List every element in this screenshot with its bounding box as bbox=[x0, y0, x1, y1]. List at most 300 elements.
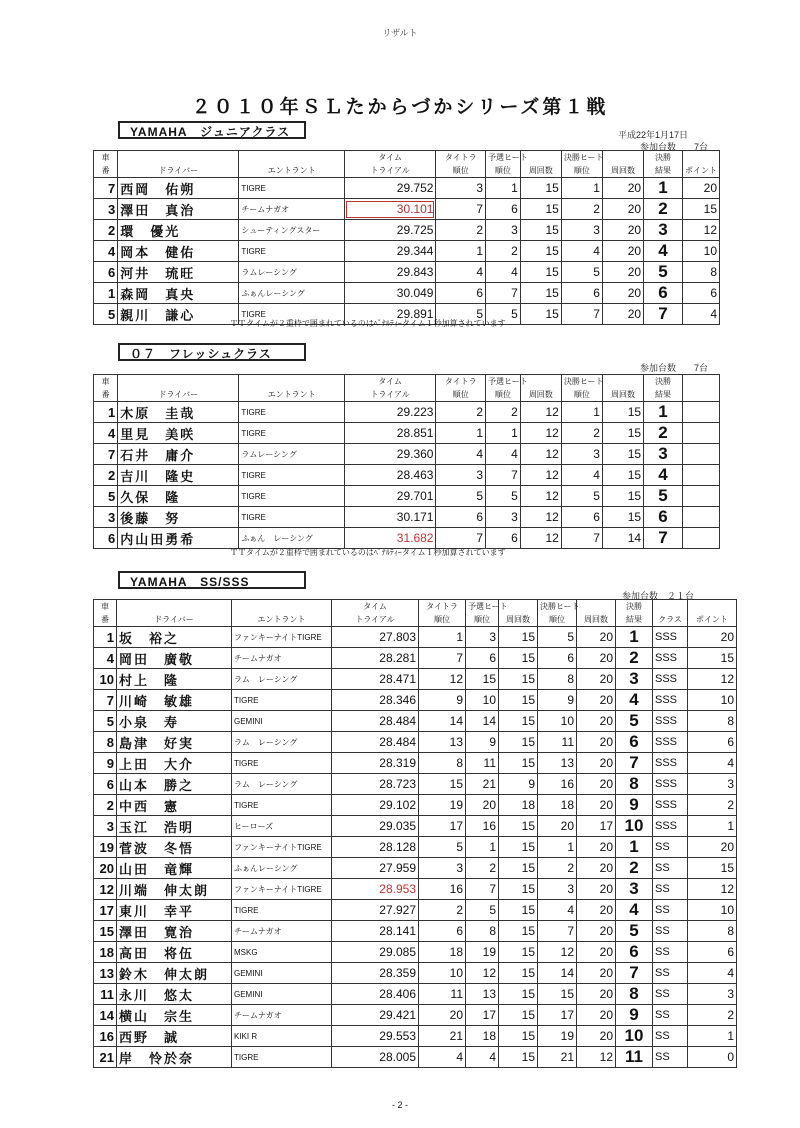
final-rank: 4 bbox=[538, 900, 577, 921]
trial-rank: 9 bbox=[419, 690, 466, 711]
driver-name: 上田 大介 bbox=[117, 753, 232, 774]
final-rank: 5 bbox=[561, 262, 602, 283]
heat-rank: 7 bbox=[486, 465, 521, 486]
points: 10 bbox=[688, 690, 737, 711]
heat-rank: 7 bbox=[486, 283, 521, 304]
driver-name: 島津 好実 bbox=[117, 732, 232, 753]
entrant-name: ふぁん レーシング bbox=[239, 528, 344, 549]
final-laps: 20 bbox=[577, 732, 616, 753]
entrant-name: ファンキーナイトTIGRE bbox=[232, 837, 332, 858]
trial-time: 28.484 bbox=[332, 732, 419, 753]
points: 3 bbox=[688, 774, 737, 795]
event-date: 平成22年1月17日 bbox=[618, 130, 689, 140]
final-rank: 19 bbox=[538, 1026, 577, 1047]
page-number: - 2 - bbox=[391, 1100, 408, 1110]
final-result: 5 bbox=[644, 262, 683, 283]
header-cell bbox=[683, 388, 720, 402]
header-cell: ドライバー bbox=[118, 388, 239, 402]
header-cell: 決勝ヒート bbox=[538, 600, 577, 614]
class-name: SSS bbox=[653, 669, 688, 690]
entrant-name: TIGRE bbox=[239, 507, 344, 528]
header-cell: 結果 bbox=[616, 613, 653, 627]
header-cell: 周回数 bbox=[520, 388, 561, 402]
header-cell: 順位 bbox=[466, 613, 499, 627]
final-laps: 15 bbox=[602, 507, 643, 528]
driver-name: 吉川 隆史 bbox=[118, 465, 239, 486]
header-cell: 順位 bbox=[561, 164, 602, 178]
final-laps: 15 bbox=[602, 423, 643, 444]
trial-rank: 13 bbox=[419, 732, 466, 753]
heat-laps: 12 bbox=[520, 423, 561, 444]
driver-name: 親川 謙心 bbox=[118, 304, 239, 325]
final-rank: 16 bbox=[538, 774, 577, 795]
header-cell: エントラント bbox=[239, 164, 344, 178]
header-cell: 車 bbox=[94, 600, 117, 614]
table-row bbox=[94, 837, 737, 858]
final-rank: 21 bbox=[538, 1047, 577, 1068]
driver-name: 鈴木 伸太朗 bbox=[117, 963, 232, 984]
car-number: 9 bbox=[94, 753, 117, 774]
entrant-name: ファンキーナイトTIGRE bbox=[232, 879, 332, 900]
final-laps: 20 bbox=[577, 1026, 616, 1047]
entrant-name: TIGRE bbox=[232, 1047, 332, 1068]
final-rank: 1 bbox=[561, 178, 602, 199]
car-number: 2 bbox=[94, 220, 118, 241]
header-cell: 順位 bbox=[486, 388, 521, 402]
final-laps: 20 bbox=[577, 858, 616, 879]
heat-laps: 15 bbox=[499, 711, 538, 732]
heat-laps: 15 bbox=[499, 1005, 538, 1026]
heat-rank: 10 bbox=[466, 690, 499, 711]
entrant-name: KIKI R bbox=[232, 1026, 332, 1047]
points: 3 bbox=[688, 984, 737, 1005]
header-cell: 決勝ヒート bbox=[561, 151, 602, 165]
final-rank: 11 bbox=[538, 732, 577, 753]
trial-time: 28.471 bbox=[332, 669, 419, 690]
final-result: 1 bbox=[616, 627, 653, 648]
heat-laps: 9 bbox=[499, 774, 538, 795]
header-cell: ドライバー bbox=[117, 613, 232, 627]
final-rank: 8 bbox=[538, 669, 577, 690]
entrant-name: ラム レーシング bbox=[232, 669, 332, 690]
car-number: 12 bbox=[94, 879, 117, 900]
header-cell: 周回数 bbox=[577, 613, 616, 627]
heat-rank: 19 bbox=[466, 942, 499, 963]
header-cell: ドライバー bbox=[118, 164, 239, 178]
heat-laps: 15 bbox=[520, 262, 561, 283]
entrant-name: ラム レーシング bbox=[232, 774, 332, 795]
driver-name: 菅波 冬悟 bbox=[117, 837, 232, 858]
heat-rank: 11 bbox=[466, 753, 499, 774]
trial-time: 29.891 bbox=[344, 304, 436, 325]
driver-name: 小泉 寿 bbox=[117, 711, 232, 732]
driver-name: 西岡 佑朔 bbox=[118, 178, 239, 199]
table-row bbox=[94, 241, 720, 262]
points: 10 bbox=[688, 900, 737, 921]
final-laps: 20 bbox=[602, 199, 643, 220]
car-number: 2 bbox=[94, 795, 117, 816]
heat-laps: 12 bbox=[520, 402, 561, 423]
heat-laps: 15 bbox=[520, 178, 561, 199]
class-name: SS bbox=[653, 1005, 688, 1026]
heat-rank: 6 bbox=[486, 528, 521, 549]
class-name: SS bbox=[653, 942, 688, 963]
entrant-name: ふぁんレーシング bbox=[232, 858, 332, 879]
class-name: SS bbox=[653, 858, 688, 879]
header-cell: 車 bbox=[94, 375, 118, 389]
trial-rank: 16 bbox=[419, 879, 466, 900]
driver-name: 内山田勇希 bbox=[118, 528, 239, 549]
trial-time: 28.484 bbox=[332, 711, 419, 732]
car-number: 14 bbox=[94, 1005, 117, 1026]
final-laps: 20 bbox=[577, 690, 616, 711]
points: 2 bbox=[688, 1005, 737, 1026]
table-row bbox=[94, 178, 720, 199]
driver-name: 澤田 寛治 bbox=[117, 921, 232, 942]
final-rank: 5 bbox=[561, 486, 602, 507]
driver-name: 木原 圭哉 bbox=[118, 402, 239, 423]
header-cell: タイム bbox=[344, 375, 436, 389]
final-rank: 6 bbox=[561, 507, 602, 528]
header-cell bbox=[117, 600, 232, 614]
final-laps: 20 bbox=[602, 304, 643, 325]
heat-rank: 16 bbox=[466, 816, 499, 837]
entrant-name: TIGRE bbox=[239, 486, 344, 507]
trial-rank: 4 bbox=[419, 1047, 466, 1068]
driver-name: 後藤 努 bbox=[118, 507, 239, 528]
table-row bbox=[94, 423, 720, 444]
header-cell bbox=[577, 600, 616, 614]
entry-count-fresh: 参加台数 7台 bbox=[640, 363, 709, 373]
entrant-name: GEMINI bbox=[232, 963, 332, 984]
entrant-name: TIGRE bbox=[239, 178, 344, 199]
trial-rank: 6 bbox=[419, 921, 466, 942]
car-number: 15 bbox=[94, 921, 117, 942]
trial-rank: 4 bbox=[436, 262, 486, 283]
driver-name: 岡田 廣敬 bbox=[117, 648, 232, 669]
trial-time: 31.682 bbox=[344, 528, 436, 549]
final-result: 4 bbox=[616, 900, 653, 921]
final-result: 3 bbox=[644, 220, 683, 241]
heat-laps: 15 bbox=[499, 900, 538, 921]
header-cell: トライアル bbox=[332, 613, 419, 627]
class-name: SS bbox=[653, 963, 688, 984]
driver-name: 里見 美咲 bbox=[118, 423, 239, 444]
final-result: 4 bbox=[644, 465, 683, 486]
driver-name: 高田 将伍 bbox=[117, 942, 232, 963]
driver-name: 岡本 健佑 bbox=[118, 241, 239, 262]
heat-laps: 15 bbox=[499, 627, 538, 648]
table-row bbox=[94, 690, 737, 711]
table-row bbox=[94, 963, 737, 984]
heat-laps: 15 bbox=[499, 732, 538, 753]
entrant-name: ラム レーシング bbox=[232, 732, 332, 753]
final-rank: 7 bbox=[561, 528, 602, 549]
trial-time: 28.005 bbox=[332, 1047, 419, 1068]
trial-time: 28.281 bbox=[332, 648, 419, 669]
header-cell bbox=[683, 151, 720, 165]
heat-laps: 12 bbox=[520, 465, 561, 486]
final-result: 1 bbox=[644, 402, 683, 423]
final-rank: 3 bbox=[538, 879, 577, 900]
entrant-name: TIGRE bbox=[239, 402, 344, 423]
heat-laps: 15 bbox=[499, 921, 538, 942]
points: 20 bbox=[683, 178, 720, 199]
heat-laps: 15 bbox=[499, 1047, 538, 1068]
final-laps: 20 bbox=[577, 837, 616, 858]
trial-rank: 5 bbox=[436, 486, 486, 507]
final-result: 2 bbox=[616, 858, 653, 879]
points: 20 bbox=[688, 837, 737, 858]
trial-time: 28.851 bbox=[344, 423, 436, 444]
trial-time: 27.803 bbox=[332, 627, 419, 648]
heat-laps: 15 bbox=[499, 879, 538, 900]
final-rank: 1 bbox=[538, 837, 577, 858]
points: 4 bbox=[688, 753, 737, 774]
final-result: 6 bbox=[644, 283, 683, 304]
driver-name: 玉江 浩明 bbox=[117, 816, 232, 837]
car-number: 6 bbox=[94, 774, 117, 795]
final-result: 5 bbox=[616, 711, 653, 732]
heat-rank: 4 bbox=[486, 444, 521, 465]
header-cell bbox=[602, 375, 643, 389]
driver-name: 永川 悠太 bbox=[117, 984, 232, 1005]
heat-laps: 12 bbox=[520, 444, 561, 465]
final-rank: 15 bbox=[538, 984, 577, 1005]
car-number: 4 bbox=[94, 241, 118, 262]
points: 10 bbox=[683, 241, 720, 262]
class-name: SSS bbox=[653, 795, 688, 816]
entrant-name: チームナガオ bbox=[232, 1005, 332, 1026]
header-cell: 結果 bbox=[644, 388, 683, 402]
entrant-name: GEMINI bbox=[232, 711, 332, 732]
final-result: 8 bbox=[616, 984, 653, 1005]
heat-rank: 21 bbox=[466, 774, 499, 795]
trial-time: 29.035 bbox=[332, 816, 419, 837]
entry-count-ss: 参加台数 ２１台 bbox=[622, 591, 695, 601]
table-row bbox=[94, 402, 720, 423]
trial-rank: 15 bbox=[419, 774, 466, 795]
entrant-name: TIGRE bbox=[232, 795, 332, 816]
heat-laps: 15 bbox=[499, 963, 538, 984]
table-row bbox=[94, 283, 720, 304]
driver-name: 川崎 敏雄 bbox=[117, 690, 232, 711]
final-rank: 2 bbox=[561, 199, 602, 220]
final-rank: 4 bbox=[561, 465, 602, 486]
driver-name: 山田 竜輝 bbox=[117, 858, 232, 879]
final-laps: 20 bbox=[577, 879, 616, 900]
entrant-name: ファンキーナイトTIGRE bbox=[232, 627, 332, 648]
trial-time: 28.128 bbox=[332, 837, 419, 858]
table-row bbox=[94, 669, 737, 690]
trial-time: 28.406 bbox=[332, 984, 419, 1005]
table-row bbox=[94, 858, 737, 879]
points: 1 bbox=[688, 816, 737, 837]
final-laps: 20 bbox=[577, 921, 616, 942]
final-rank: 3 bbox=[561, 220, 602, 241]
header-cell bbox=[239, 375, 344, 389]
penalty-note-fresh: ＴＴタイムが２重枠で囲まれているのはﾍﾟﾅﾙﾃｨｰタイム１秒加算されています bbox=[230, 548, 506, 557]
final-result: 5 bbox=[644, 486, 683, 507]
header-cell: タイトラ bbox=[436, 375, 486, 389]
final-result: 11 bbox=[616, 1047, 653, 1068]
final-result: 6 bbox=[616, 942, 653, 963]
class-name: SS bbox=[653, 984, 688, 1005]
header-cell: 予選ヒート bbox=[466, 600, 499, 614]
header-cell: ポイント bbox=[688, 613, 737, 627]
car-number: 13 bbox=[94, 963, 117, 984]
header-cell bbox=[239, 151, 344, 165]
class-name: SSS bbox=[653, 648, 688, 669]
entrant-name: TIGRE bbox=[232, 690, 332, 711]
trial-time: 29.085 bbox=[332, 942, 419, 963]
final-result: 4 bbox=[616, 690, 653, 711]
final-laps: 20 bbox=[577, 711, 616, 732]
final-laps: 20 bbox=[577, 1005, 616, 1026]
final-laps: 12 bbox=[577, 1047, 616, 1068]
trial-rank: 7 bbox=[436, 199, 486, 220]
driver-name: 川端 伸太朗 bbox=[117, 879, 232, 900]
header-cell bbox=[653, 600, 688, 614]
trial-time: 30.171 bbox=[344, 507, 436, 528]
class-name: SSS bbox=[653, 627, 688, 648]
table-row bbox=[94, 1005, 737, 1026]
table-row bbox=[94, 528, 720, 549]
car-number: 11 bbox=[94, 984, 117, 1005]
class-name: SS bbox=[653, 837, 688, 858]
driver-name: 坂 裕之 bbox=[117, 627, 232, 648]
entrant-name: TIGRE bbox=[239, 423, 344, 444]
final-result: 3 bbox=[616, 669, 653, 690]
heat-laps: 15 bbox=[499, 648, 538, 669]
heat-laps: 15 bbox=[520, 199, 561, 220]
heat-laps: 15 bbox=[520, 304, 561, 325]
section-label-ss: YAMAHA SS/SSS bbox=[118, 571, 306, 589]
final-result: 7 bbox=[616, 753, 653, 774]
driver-name: 村上 隆 bbox=[117, 669, 232, 690]
table-row bbox=[94, 627, 737, 648]
final-result: 6 bbox=[616, 732, 653, 753]
final-result: 1 bbox=[644, 178, 683, 199]
car-number: 2 bbox=[94, 465, 118, 486]
points: 4 bbox=[683, 304, 720, 325]
trial-rank: 2 bbox=[419, 900, 466, 921]
heat-rank: 17 bbox=[466, 1005, 499, 1026]
points: 0 bbox=[688, 1047, 737, 1068]
heat-rank: 4 bbox=[466, 1047, 499, 1068]
car-number: 7 bbox=[94, 178, 118, 199]
driver-name: 岸 怜於奈 bbox=[117, 1047, 232, 1068]
table-row bbox=[94, 648, 737, 669]
trial-rank: 3 bbox=[419, 858, 466, 879]
header-cell: タイトラ bbox=[436, 151, 486, 165]
table-row bbox=[94, 984, 737, 1005]
header-cell: 車 bbox=[94, 151, 118, 165]
header-cell: 順位 bbox=[561, 388, 602, 402]
trial-rank: 21 bbox=[419, 1026, 466, 1047]
table-row bbox=[94, 879, 737, 900]
trial-time: 29.843 bbox=[344, 262, 436, 283]
heat-laps: 15 bbox=[499, 942, 538, 963]
trial-rank: 18 bbox=[419, 942, 466, 963]
table-row bbox=[94, 220, 720, 241]
class-name: SS bbox=[653, 921, 688, 942]
car-number: 1 bbox=[94, 402, 118, 423]
header-cell: 周回数 bbox=[602, 388, 643, 402]
header-cell: エントラント bbox=[239, 388, 344, 402]
header-cell: タイトラ bbox=[419, 600, 466, 614]
header-cell: 予選ヒート bbox=[486, 375, 521, 389]
entrant-name: シューティングスター bbox=[239, 220, 344, 241]
car-number: 8 bbox=[94, 732, 117, 753]
table-row bbox=[94, 900, 737, 921]
header-cell: 順位 bbox=[486, 164, 521, 178]
trial-time: 29.344 bbox=[344, 241, 436, 262]
final-rank: 12 bbox=[538, 942, 577, 963]
table-row bbox=[94, 774, 737, 795]
header-cell: 決勝 bbox=[644, 151, 683, 165]
class-name: SSS bbox=[653, 816, 688, 837]
trial-time: 28.359 bbox=[332, 963, 419, 984]
final-laps: 15 bbox=[602, 486, 643, 507]
points: 8 bbox=[688, 711, 737, 732]
trial-rank: 6 bbox=[436, 507, 486, 528]
heat-laps: 15 bbox=[499, 816, 538, 837]
points: 12 bbox=[688, 669, 737, 690]
car-number: 16 bbox=[94, 1026, 117, 1047]
trial-rank: 11 bbox=[419, 984, 466, 1005]
trial-rank: 17 bbox=[419, 816, 466, 837]
header-cell: 番 bbox=[94, 388, 118, 402]
header-cell: 順位 bbox=[436, 164, 486, 178]
header-cell: 予選ヒート bbox=[486, 151, 521, 165]
final-rank: 9 bbox=[538, 690, 577, 711]
final-laps: 20 bbox=[577, 669, 616, 690]
heat-laps: 15 bbox=[499, 858, 538, 879]
entrant-name: チームナガオ bbox=[232, 648, 332, 669]
final-laps: 20 bbox=[577, 774, 616, 795]
heat-rank: 1 bbox=[466, 837, 499, 858]
final-laps: 20 bbox=[577, 753, 616, 774]
final-rank: 6 bbox=[538, 648, 577, 669]
points bbox=[683, 528, 720, 549]
driver-name: 山本 勝之 bbox=[117, 774, 232, 795]
penalty-note-junior: ＴＴタイムが２重枠で囲まれているのはﾍﾟﾅﾙﾃｨｰタイム１秒加算されています bbox=[230, 319, 506, 328]
header-cell: タイム bbox=[332, 600, 419, 614]
entry-count-junior: 参加台数 7台 bbox=[640, 142, 709, 152]
final-result: 10 bbox=[616, 1026, 653, 1047]
trial-rank: 3 bbox=[436, 465, 486, 486]
trial-time: 28.463 bbox=[344, 465, 436, 486]
car-number: 21 bbox=[94, 1047, 117, 1068]
points bbox=[683, 444, 720, 465]
driver-name: 澤田 真治 bbox=[118, 199, 239, 220]
heat-rank: 7 bbox=[466, 879, 499, 900]
final-result: 9 bbox=[616, 795, 653, 816]
car-number: 18 bbox=[94, 942, 117, 963]
final-rank: 3 bbox=[561, 444, 602, 465]
final-laps: 14 bbox=[602, 528, 643, 549]
car-number: 4 bbox=[94, 423, 118, 444]
car-number: 4 bbox=[94, 648, 117, 669]
table-row bbox=[94, 465, 720, 486]
entrant-name: GEMINI bbox=[232, 984, 332, 1005]
final-laps: 15 bbox=[602, 402, 643, 423]
header-cell: 周回数 bbox=[520, 164, 561, 178]
table-row bbox=[94, 732, 737, 753]
final-laps: 20 bbox=[577, 942, 616, 963]
heat-laps: 15 bbox=[520, 241, 561, 262]
